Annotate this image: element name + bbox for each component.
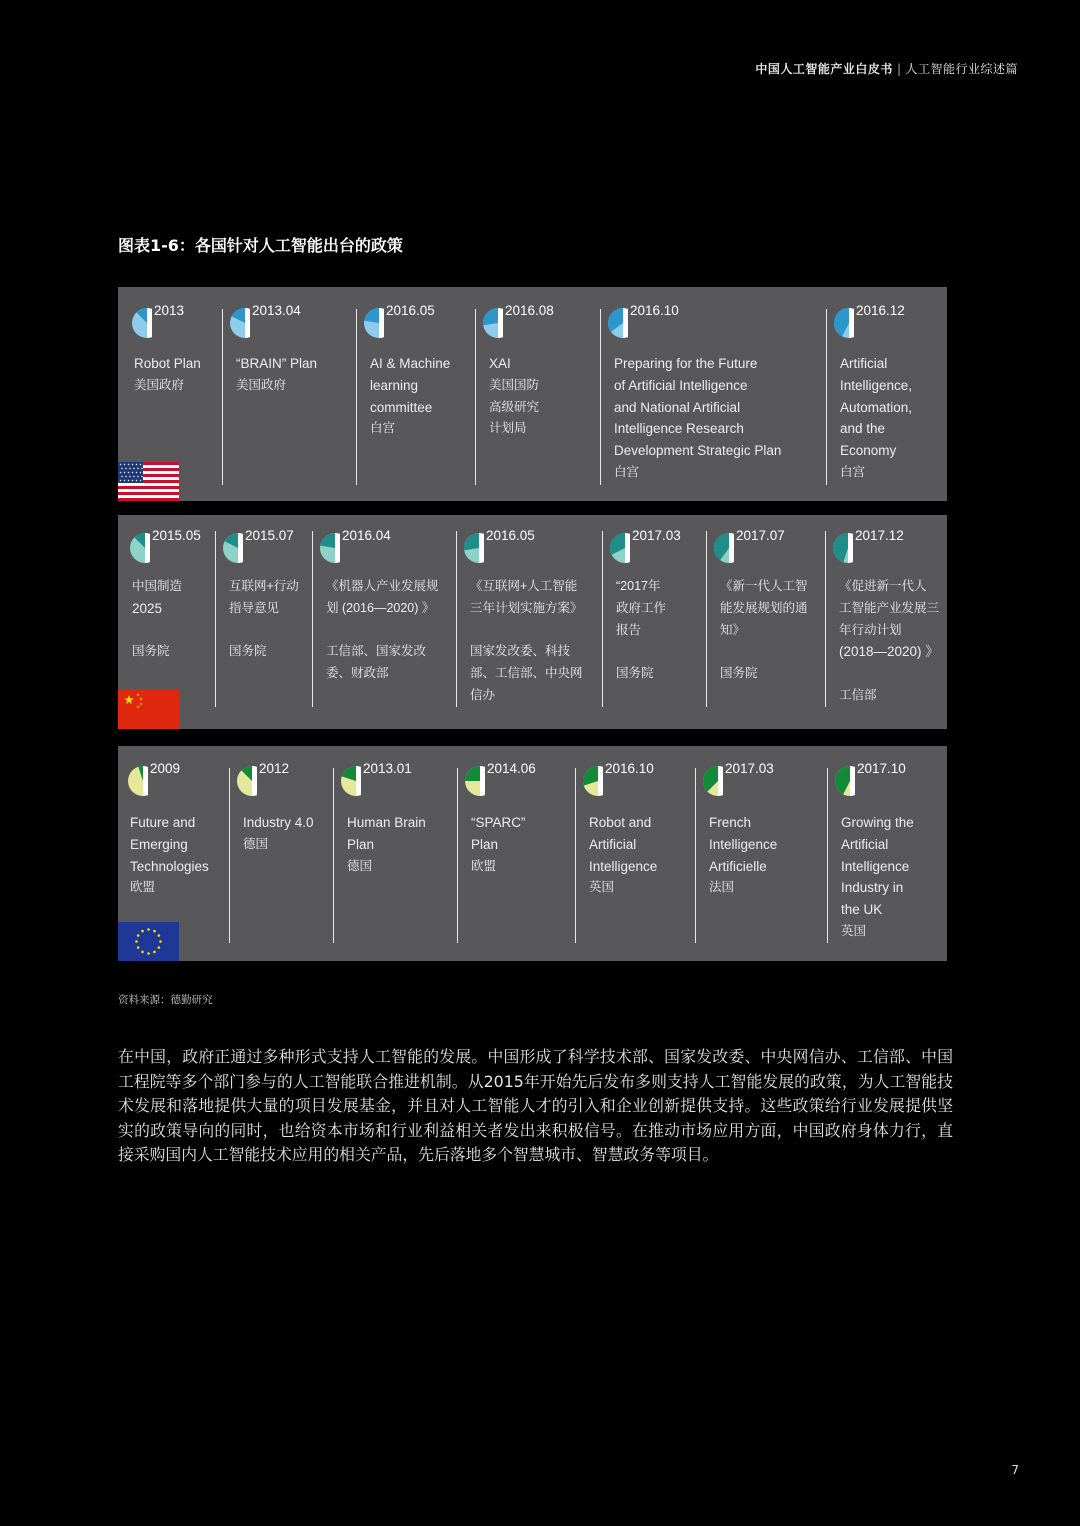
eu-policy-item <box>575 746 692 961</box>
timeline-head <box>126 760 180 798</box>
pie-marker-icon <box>833 764 855 798</box>
us-policy-item <box>222 287 350 501</box>
policy-line: 三年计划实施方案》 <box>470 600 583 615</box>
policy-line: Industry 4.0 <box>243 815 314 830</box>
timeline-head <box>128 527 201 565</box>
policy-date: 2017.10 <box>857 761 906 776</box>
policy-text <box>839 576 945 707</box>
timeline-head <box>832 302 905 340</box>
timeline-head <box>833 760 906 798</box>
policy-date: 2013 <box>154 303 185 318</box>
policy-text <box>841 812 942 943</box>
pie-marker-icon <box>481 306 503 340</box>
policy-line <box>470 620 598 642</box>
policy-line: Growing the <box>841 815 914 830</box>
policy-line: XAI <box>489 356 511 371</box>
cn-policy-item <box>706 515 821 729</box>
policy-line: Artificial <box>589 836 637 852</box>
policy-line: Preparing for the Future <box>614 356 758 371</box>
policy-text <box>326 576 452 685</box>
policy-date: 2009 <box>150 761 181 776</box>
policy-date: 2016.04 <box>342 528 391 543</box>
policy-line: 国家发改委、科技 <box>470 644 571 659</box>
policy-text <box>709 812 823 899</box>
policy-date: 2016.10 <box>605 761 654 776</box>
timeline-divider <box>575 768 576 943</box>
header-separator: | <box>896 62 902 76</box>
timeline-head <box>701 760 774 798</box>
timeline-divider <box>356 309 357 485</box>
eu-policy-item <box>229 746 329 961</box>
policy-line: 工信部 <box>839 687 877 702</box>
timeline-divider <box>706 531 707 707</box>
policy-line <box>326 620 452 642</box>
policy-line: 年行动计划 <box>839 622 902 637</box>
policy-text <box>347 812 453 877</box>
policy-line: 能发展规划的通 <box>720 600 808 615</box>
policy-line: 《机器人产业发展规 <box>326 579 439 593</box>
policy-date: 2016.12 <box>856 303 905 318</box>
policy-line: the UK <box>841 902 883 918</box>
china-policy-band <box>118 515 947 729</box>
policy-date: 2016.08 <box>505 303 554 318</box>
pie-marker-icon <box>126 764 148 798</box>
policy-line: 英国 <box>589 880 615 895</box>
policy-date: 2016.10 <box>630 303 679 318</box>
policy-line: 指导意见 <box>229 600 280 615</box>
policy-line: 国务院 <box>229 644 267 659</box>
pie-marker-icon <box>712 531 734 565</box>
policy-line: 德国 <box>243 836 269 851</box>
policy-line: 欧盟 <box>471 858 497 873</box>
policy-date: 2012 <box>259 761 290 776</box>
policy-date: 2015.05 <box>152 528 201 543</box>
policy-line: Economy <box>840 443 897 459</box>
policy-text <box>489 353 595 440</box>
policy-text <box>130 812 216 899</box>
policy-line: Future and <box>130 815 196 830</box>
policy-line: Human Brain <box>347 815 426 830</box>
timeline-head <box>318 527 391 565</box>
policy-line: 国务院 <box>720 666 758 681</box>
policy-line: AI & Machine <box>370 356 451 371</box>
policy-line: Intelligence <box>589 858 658 874</box>
timeline-divider <box>215 531 216 707</box>
body-paragraph: 在中国，政府正通过多种形式支持人工智能的发展。中国形成了科学技术部、国家发改委、中央网信办、工信部、中国工程院等多个部门参与的人工智能联合推进机制。从2015年开始先后发布多则支持人工智能发展的政策，为人工智能技术发展和落地提供大量的项目发展基金，并且对人工智能人才的引入和企业创新提供支持。这些政策给行业发展提供坚实的政策导向的同时，也给资本市场和行业利益相关者发出来积极信号。在推动市场应用方面，中国政府身体力行，直接采购国内人工智能技术应用的相关产品，先后落地多个智慧城市、智慧政务等项目。 <box>118 1047 953 1165</box>
policy-line: Intelligence Research <box>614 421 744 437</box>
timeline-divider <box>826 309 827 485</box>
policy-line: 中国制造 <box>132 579 183 593</box>
policy-line: 法国 <box>709 880 735 895</box>
timeline-divider <box>222 309 223 485</box>
policy-line: Robot and <box>589 815 652 830</box>
pie-marker-icon <box>831 531 853 565</box>
policy-text <box>840 353 936 484</box>
us-policy-item <box>600 287 820 501</box>
policy-line: Intelligence, <box>840 377 913 393</box>
policy-line <box>132 620 204 642</box>
pie-marker-icon <box>581 764 603 798</box>
pie-marker-icon <box>701 764 723 798</box>
policy-line: Emerging <box>130 836 188 852</box>
policy-line: Robot Plan <box>134 356 201 371</box>
policy-line: committee <box>370 399 433 415</box>
cn-policy-item <box>312 515 452 729</box>
timeline-head <box>462 527 535 565</box>
pie-marker-icon <box>318 531 340 565</box>
us-policy-item <box>356 287 471 501</box>
us-policy-item <box>826 287 936 501</box>
pie-marker-icon <box>832 306 854 340</box>
pie-marker-icon <box>128 531 150 565</box>
eu-policy-item <box>695 746 823 961</box>
policy-line: 政府工作 <box>616 600 667 615</box>
cn-policy-item <box>825 515 945 729</box>
timeline-head <box>608 527 681 565</box>
policy-text <box>236 353 350 397</box>
timeline-divider <box>600 309 601 485</box>
policy-line: 委、财政部 <box>326 666 389 681</box>
policy-line: 划 (2016—2020) 》 <box>326 600 435 615</box>
timeline-head <box>463 760 536 798</box>
timeline-head <box>831 527 904 565</box>
policy-date: 2017.12 <box>855 528 904 543</box>
policy-line: of Artificial Intelligence <box>614 377 748 393</box>
policy-date: 2017.03 <box>725 761 774 776</box>
policy-line: “SPARC” <box>471 815 526 830</box>
policy-line <box>720 641 821 663</box>
pie-marker-icon <box>362 306 384 340</box>
eu-flag-icon <box>118 922 179 961</box>
policy-line: Artificielle <box>709 858 767 874</box>
policy-line: French <box>709 815 752 830</box>
timeline-divider <box>456 531 457 707</box>
policy-line: 互联网+行动 <box>229 579 299 593</box>
policy-line: and National Artificial <box>614 399 741 415</box>
pie-marker-icon <box>608 531 630 565</box>
pie-marker-icon <box>235 764 257 798</box>
cn-policy-item <box>456 515 598 729</box>
policy-line: 美国国防 <box>489 377 540 392</box>
us-policy-item <box>475 287 595 501</box>
policy-line: 欧盟 <box>130 880 156 895</box>
policy-date: 2017.07 <box>736 528 785 543</box>
policy-line: 计划局 <box>489 421 527 436</box>
timeline-head <box>339 760 412 798</box>
policy-text <box>229 576 305 663</box>
pie-marker-icon <box>130 306 152 340</box>
policy-line: Plan <box>471 836 499 852</box>
policy-date: 2013.01 <box>363 761 412 776</box>
timeline-divider <box>827 768 828 943</box>
policy-line: Artificial <box>841 836 889 852</box>
timeline-head <box>606 302 679 340</box>
report-title: 中国人工智能产业白皮书 <box>755 62 893 76</box>
policy-text <box>616 576 702 685</box>
policy-line: 《新一代人工智 <box>720 579 808 593</box>
policy-line: 德国 <box>347 858 373 873</box>
cn-policy-item <box>602 515 702 729</box>
timeline-divider <box>333 768 334 943</box>
pie-marker-icon <box>463 764 485 798</box>
china-flag-icon <box>118 690 179 729</box>
timeline-divider <box>475 309 476 485</box>
pie-marker-icon <box>339 764 361 798</box>
pie-marker-icon <box>606 306 628 340</box>
source-note: 资料来源：德勤研究 <box>118 994 213 1006</box>
policy-line: Artificial <box>840 356 888 371</box>
policy-line: 美国政府 <box>236 377 287 392</box>
policy-text <box>470 576 598 707</box>
policy-line: learning <box>370 377 419 393</box>
policy-line: “2017年 <box>616 579 661 593</box>
policy-line: 英国 <box>841 923 867 938</box>
timeline-divider <box>312 531 313 707</box>
timeline-head <box>362 302 435 340</box>
timeline-head <box>235 760 289 798</box>
us-flag-icon <box>118 462 179 501</box>
policy-text <box>132 576 204 663</box>
policy-line: and the <box>840 421 886 437</box>
policy-line: 高级研究 <box>489 399 540 414</box>
timeline-head <box>581 760 654 798</box>
policy-line: Intelligence <box>709 836 778 852</box>
policy-date: 2017.03 <box>632 528 681 543</box>
pie-marker-icon <box>462 531 484 565</box>
policy-text <box>720 576 821 685</box>
policy-line: Technologies <box>130 858 209 874</box>
timeline-divider <box>602 531 603 707</box>
policy-line: 国务院 <box>616 666 654 681</box>
policy-date: 2013.04 <box>252 303 301 318</box>
us-policy-band <box>118 287 947 501</box>
policy-line: (2018—2020) 》 <box>839 644 939 660</box>
policy-line: Development Strategic Plan <box>614 443 782 459</box>
policy-line: 知》 <box>720 622 746 637</box>
policy-text <box>370 353 471 440</box>
policy-line: 白宫 <box>840 464 866 479</box>
eu-policy-item <box>457 746 572 961</box>
policy-line <box>616 641 702 663</box>
policy-line: Intelligence <box>841 858 910 874</box>
timeline-head <box>221 527 294 565</box>
policy-line: 信办 <box>470 687 496 702</box>
policy-date: 2015.07 <box>245 528 294 543</box>
policy-line: 工智能产业发展三 <box>839 600 940 615</box>
policy-line: 工信部、国家发改 <box>326 644 427 659</box>
policy-date: 2014.06 <box>487 761 536 776</box>
eu-policy-item <box>333 746 453 961</box>
policy-text <box>243 812 329 856</box>
policy-line: Plan <box>347 836 375 852</box>
policy-line <box>839 663 945 685</box>
policy-line: 部、工信部、中央网 <box>470 666 583 681</box>
pie-marker-icon <box>228 306 250 340</box>
report-subtitle: 人工智能行业综述篇 <box>905 62 1018 76</box>
timeline-head <box>712 527 785 565</box>
policy-line: 《互联网+人工智能 <box>470 579 578 593</box>
policy-text <box>589 812 692 899</box>
timeline-divider <box>825 531 826 707</box>
page-number: 7 <box>1011 1463 1019 1477</box>
pie-marker-icon <box>221 531 243 565</box>
policy-date: 2016.05 <box>486 528 535 543</box>
timeline-head <box>481 302 554 340</box>
timeline-divider <box>229 768 230 943</box>
policy-line: Automation, <box>840 399 913 415</box>
policy-text <box>134 353 212 397</box>
policy-date: 2016.05 <box>386 303 435 318</box>
eu-policy-band <box>118 746 947 961</box>
policy-line: 报告 <box>616 622 642 637</box>
policy-line: 《促进新一代人 <box>839 579 927 593</box>
eu-policy-item <box>827 746 942 961</box>
policy-line: 国务院 <box>132 644 170 659</box>
timeline-divider <box>457 768 458 943</box>
policy-line: “BRAIN” Plan <box>236 356 318 371</box>
policy-line: 白宫 <box>614 464 640 479</box>
policy-text <box>614 353 820 484</box>
policy-line: 白宫 <box>370 421 396 436</box>
policy-line: 美国政府 <box>134 377 185 392</box>
policy-line: 2025 <box>132 600 163 616</box>
cn-policy-item <box>215 515 305 729</box>
policy-line <box>229 620 305 642</box>
page-header <box>755 60 1018 77</box>
policy-text <box>471 812 572 877</box>
figure-title: 图表1-6：各国针对人工智能出台的政策 <box>118 236 403 255</box>
policy-line: Industry in <box>841 880 904 896</box>
timeline-head <box>228 302 301 340</box>
timeline-head <box>130 302 184 340</box>
timeline-divider <box>695 768 696 943</box>
